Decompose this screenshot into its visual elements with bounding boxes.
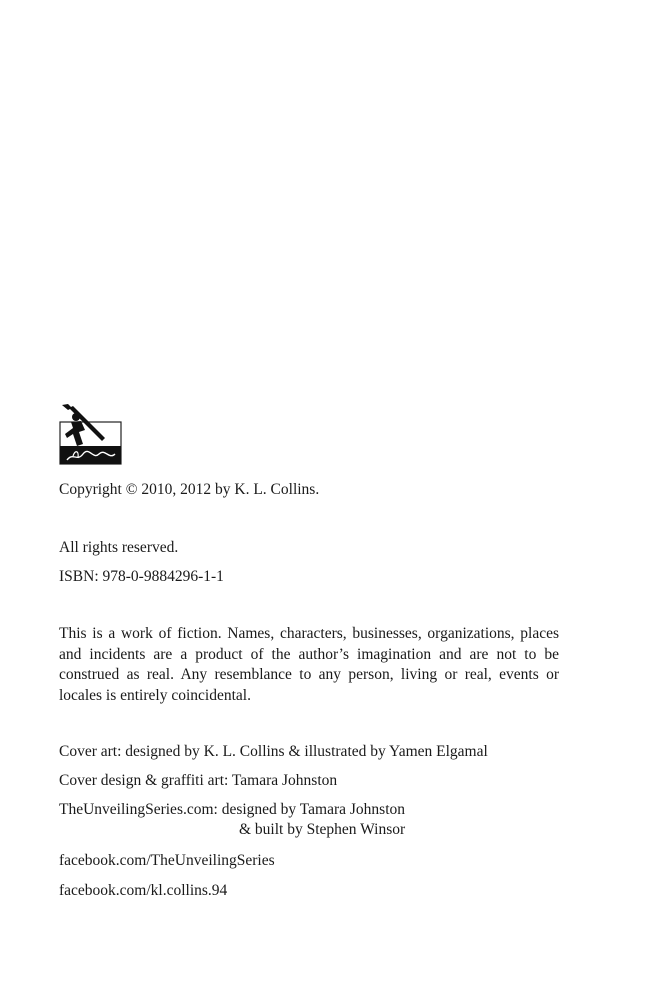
cover-design-credit: Cover design & graffiti art: Tamara Johnston [59,772,338,789]
publisher-logo [59,404,123,466]
fiction-disclaimer: This is a work of fiction. Names, characters, businesses, organizations, places and incidents are a product of the author’s imagination and are not to be construed as real. Any resemblance to any person, living or real, events or locales is entirely coincidental. [59,625,559,704]
cover-art-credit: Cover art: designed by K. L. Collins & illustrated by Yamen Elgamal [59,743,488,760]
isbn: ISBN: 978-0-9884296-1-1 [59,568,224,585]
website-credit-continued: & built by Stephen Winsor [239,821,406,838]
rights-reserved: All rights reserved. [59,539,179,556]
facebook-link-series[interactable]: facebook.com/TheUnveilingSeries [59,852,275,869]
facebook-link-author[interactable]: facebook.com/kl.collins.94 [59,882,228,899]
copyright-page [59,404,559,901]
copyright-notice: Copyright © 2010, 2012 by K. L. Collins. [59,481,320,498]
website-credit: TheUnveilingSeries.com: designed by Tamara Johnston [59,801,406,818]
